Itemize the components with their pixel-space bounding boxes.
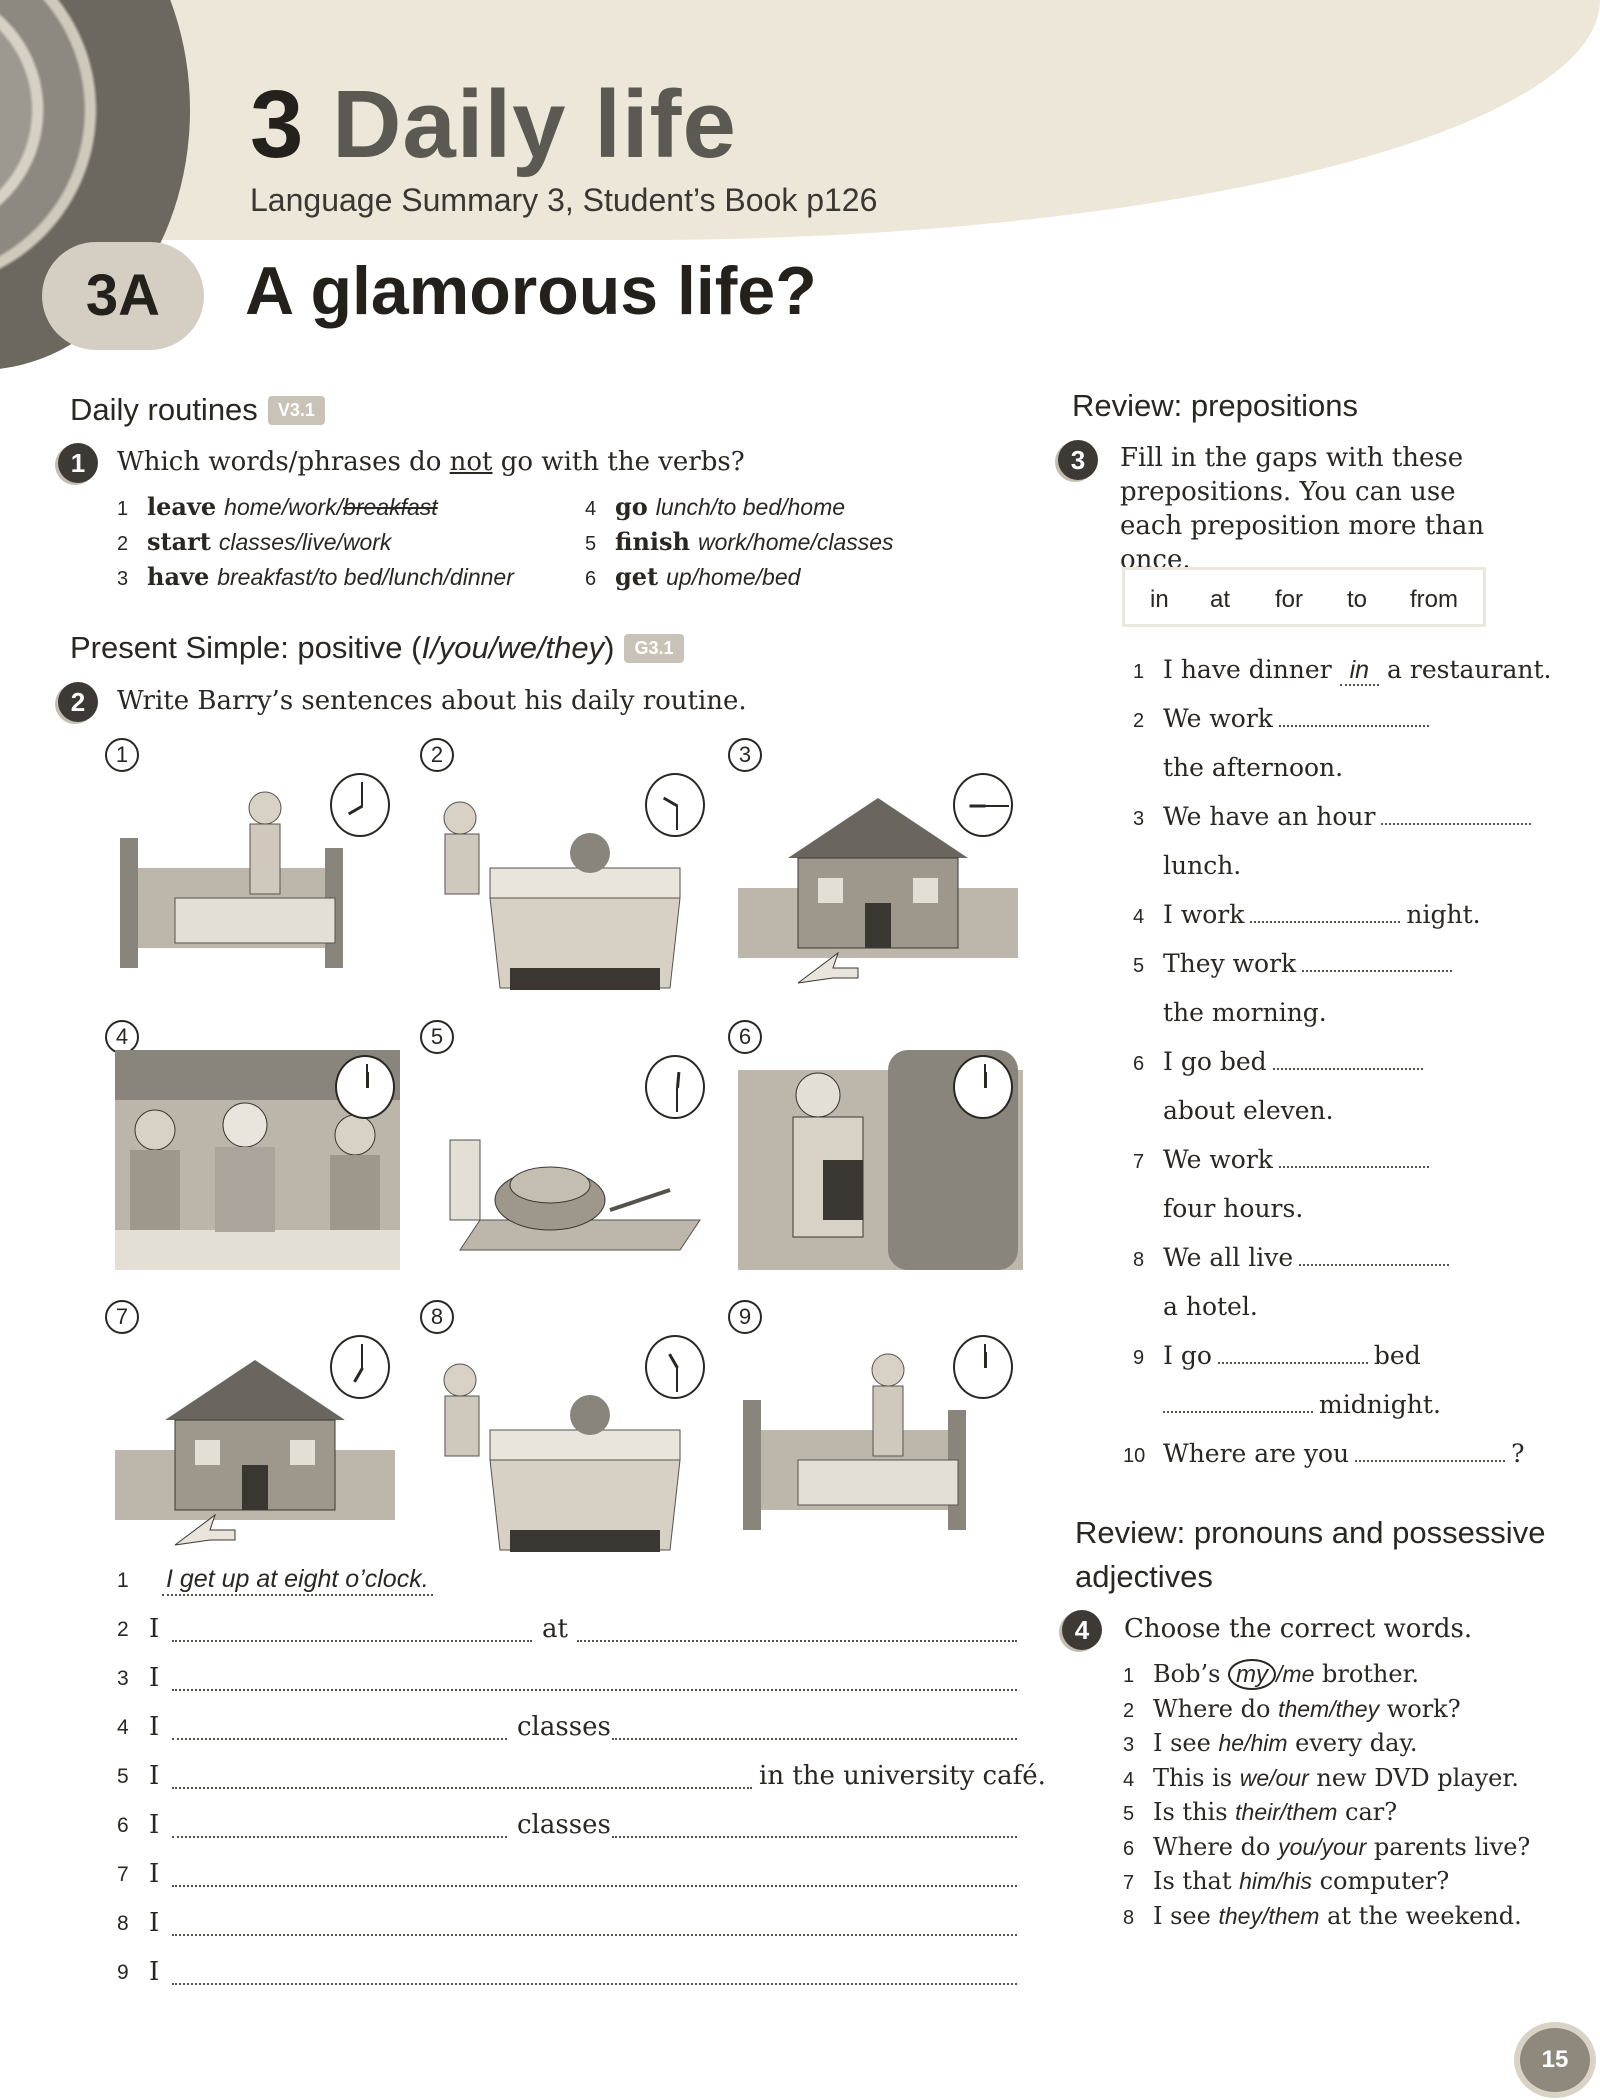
ex4-item bbox=[1123, 1695, 1461, 1723]
ex1-item bbox=[585, 492, 845, 521]
gap-continuation: the afternoon. bbox=[1163, 753, 1344, 782]
picture-number: 5 bbox=[420, 1020, 454, 1054]
answer-dots[interactable] bbox=[172, 1640, 532, 1642]
line-number: 9 bbox=[117, 1961, 129, 1984]
line-number: 2 bbox=[117, 1618, 129, 1641]
gap-dots bbox=[1218, 1346, 1368, 1364]
item-choice[interactable]: them/they bbox=[1278, 1695, 1380, 1722]
gap-continuation: about eleven. bbox=[1163, 1096, 1334, 1125]
line-number: 4 bbox=[117, 1716, 129, 1739]
answer-dots[interactable] bbox=[612, 1836, 1017, 1838]
gap-text: We all live bbox=[1163, 1243, 1294, 1272]
gap-number: 3 bbox=[1133, 808, 1145, 830]
exercise-number-3: 3 bbox=[1058, 440, 1098, 480]
word-box-item: from bbox=[1410, 586, 1458, 613]
answer-dots[interactable] bbox=[172, 1885, 1017, 1887]
ex1-item bbox=[117, 562, 514, 591]
clock-icon bbox=[953, 773, 1013, 837]
item-number: 5 bbox=[1123, 1803, 1135, 1825]
example-answer: in bbox=[1340, 656, 1379, 686]
answer-dots[interactable] bbox=[172, 1983, 1017, 1985]
clock-icon bbox=[645, 1335, 705, 1399]
gap-number: 9 bbox=[1133, 1347, 1145, 1369]
picture-number: 8 bbox=[420, 1300, 454, 1334]
gap-text: We have an hour bbox=[1163, 802, 1376, 831]
instr-b: go with the verbs? bbox=[492, 447, 745, 477]
item-choice[interactable]: him/his bbox=[1239, 1868, 1312, 1894]
word-box-item: to bbox=[1347, 586, 1368, 613]
minute-hand bbox=[984, 1344, 986, 1368]
answer-line-4 bbox=[117, 1712, 1017, 1746]
clock-icon bbox=[645, 773, 705, 837]
gap-number: 4 bbox=[1133, 906, 1145, 928]
ex4-item bbox=[1123, 1660, 1419, 1689]
gap-text: I have dinner bbox=[1163, 655, 1332, 684]
item-verb: go bbox=[615, 492, 648, 521]
gap-continuation: lunch. bbox=[1163, 851, 1242, 880]
item-text: every day. bbox=[1287, 1729, 1418, 1757]
section-heading-prepositions: Review: prepositions bbox=[1072, 388, 1359, 423]
ex4-item bbox=[1123, 1902, 1522, 1930]
clock-icon bbox=[335, 1055, 395, 1119]
gap-text: night. bbox=[1406, 900, 1481, 929]
exercise-number-2: 2 bbox=[58, 682, 98, 722]
exercise-number-1: 1 bbox=[58, 443, 98, 483]
gap-continuation: a hotel. bbox=[1163, 1292, 1258, 1321]
item-text: Bob’s bbox=[1153, 1660, 1229, 1688]
line-mid: at bbox=[542, 1614, 568, 1644]
circled-answer: my bbox=[1228, 1659, 1276, 1690]
line-number: 6 bbox=[117, 1814, 129, 1837]
gap-item bbox=[1133, 1243, 1455, 1272]
line-number: 7 bbox=[117, 1863, 129, 1886]
item-words: lunch/to bed/home bbox=[655, 494, 846, 520]
item-text: I see bbox=[1153, 1729, 1219, 1757]
gap-item bbox=[1133, 900, 1481, 929]
gap-number: 7 bbox=[1133, 1151, 1145, 1173]
answer-dots[interactable] bbox=[172, 1836, 507, 1838]
word-box-item: for bbox=[1275, 586, 1304, 613]
heading-a: Present Simple: positive ( bbox=[70, 630, 422, 665]
item-number: 1 bbox=[1123, 1665, 1135, 1687]
gap-text: a restaurant. bbox=[1387, 655, 1552, 684]
gap-dots bbox=[1299, 1248, 1449, 1266]
item-choice[interactable]: we/our bbox=[1239, 1764, 1309, 1791]
ex1-item bbox=[585, 562, 800, 591]
item-text: car? bbox=[1337, 1798, 1398, 1826]
section-heading-pronouns-2: adjectives bbox=[1075, 1559, 1213, 1594]
line-number: 8 bbox=[117, 1912, 129, 1935]
line-start: I bbox=[149, 1663, 160, 1693]
gap-number: 1 bbox=[1133, 661, 1145, 683]
minute-hand bbox=[676, 806, 678, 830]
item-number: 8 bbox=[1123, 1906, 1135, 1929]
answer-line-6 bbox=[117, 1810, 1017, 1844]
item-text: parents live? bbox=[1366, 1832, 1531, 1861]
section-heading-pronouns: Review: pronouns and possessive bbox=[1075, 1515, 1546, 1550]
answer-dots[interactable] bbox=[612, 1738, 1017, 1740]
line-number: 3 bbox=[117, 1667, 129, 1690]
ex4-item bbox=[1123, 1798, 1397, 1826]
picture-number: 6 bbox=[728, 1020, 762, 1054]
item-text: brother. bbox=[1314, 1660, 1420, 1688]
clock-icon bbox=[330, 1335, 390, 1399]
hour-hand bbox=[668, 1353, 679, 1368]
chapter-title bbox=[250, 70, 737, 180]
line-number: 5 bbox=[117, 1765, 129, 1788]
grammar-tag: G3.1 bbox=[624, 634, 683, 663]
gap-item bbox=[1123, 1439, 1525, 1468]
picture-number: 9 bbox=[728, 1300, 762, 1334]
page-number: 15 bbox=[1520, 2028, 1590, 2092]
item-verb: start bbox=[147, 527, 211, 556]
example-answer: I get up at eight o’clock. bbox=[162, 1565, 433, 1596]
gap-dots bbox=[1279, 1150, 1429, 1168]
item-number: 6 bbox=[585, 568, 597, 590]
item-number: 5 bbox=[585, 533, 597, 555]
minute-hand bbox=[361, 782, 363, 806]
gap-text: I go bbox=[1163, 1341, 1212, 1370]
gap-number: 5 bbox=[1133, 955, 1145, 977]
lesson-title: A glamorous life? bbox=[245, 253, 817, 329]
line-start: I bbox=[149, 1957, 160, 1987]
item-number: 2 bbox=[1123, 1699, 1135, 1722]
answer-line-7 bbox=[117, 1859, 1017, 1893]
gap-item bbox=[1133, 1145, 1435, 1174]
item-number: 2 bbox=[117, 533, 129, 555]
gap-text: Where are you bbox=[1163, 1439, 1350, 1468]
gap-dots bbox=[1250, 905, 1400, 923]
language-summary-ref: Language Summary 3, Student’s Book p126 bbox=[250, 182, 878, 218]
gap-dots bbox=[1381, 807, 1531, 825]
clock-icon bbox=[330, 773, 390, 837]
exercise-4-instruction: Choose the correct words. bbox=[1124, 1614, 1473, 1644]
ex1-item bbox=[117, 492, 438, 521]
exercise-2-instruction: Write Barry’s sentences about his daily routine. bbox=[117, 686, 747, 716]
gap-item bbox=[1133, 1047, 1429, 1076]
gap-text: ? bbox=[1511, 1439, 1525, 1468]
picture-number: 1 bbox=[105, 738, 139, 772]
word-box-item: in bbox=[1150, 586, 1169, 613]
minute-hand bbox=[361, 1344, 363, 1368]
minute-hand bbox=[676, 1368, 678, 1392]
gap-text: I work bbox=[1163, 900, 1245, 929]
item-text: Is this bbox=[1153, 1798, 1236, 1826]
line-start: I bbox=[149, 1614, 160, 1644]
instr-a: Which words/phrases do bbox=[117, 447, 450, 477]
answer-dots[interactable] bbox=[172, 1934, 1017, 1936]
line-mid: classes bbox=[517, 1712, 611, 1742]
hour-hand bbox=[348, 805, 363, 816]
chapter-number: 3 bbox=[250, 71, 305, 178]
line-start: I bbox=[149, 1810, 160, 1840]
section-heading-present-simple bbox=[70, 630, 684, 666]
exercise-1-instruction bbox=[117, 445, 745, 479]
ex1-item bbox=[585, 527, 894, 556]
item-number: 1 bbox=[117, 498, 129, 520]
item-text: new DVD player. bbox=[1308, 1763, 1519, 1792]
item-number: 3 bbox=[117, 568, 129, 590]
picture-number: 2 bbox=[420, 738, 454, 772]
minute-hand bbox=[676, 1088, 678, 1112]
item-text: at the weekend. bbox=[1319, 1901, 1522, 1930]
item-text: Is that bbox=[1153, 1867, 1240, 1895]
hour-hand bbox=[970, 805, 986, 808]
gap-number: 6 bbox=[1133, 1053, 1145, 1075]
picture-number: 4 bbox=[105, 1020, 139, 1054]
gap-text: They work bbox=[1163, 949, 1297, 978]
line-start: I bbox=[149, 1859, 160, 1889]
gap-item bbox=[1133, 949, 1458, 978]
picture-number: 3 bbox=[728, 738, 762, 772]
item-text: This is bbox=[1153, 1763, 1240, 1792]
answer-line-2 bbox=[117, 1614, 1017, 1648]
item-text: Where do bbox=[1153, 1694, 1279, 1723]
gap-continuation bbox=[1163, 1390, 1441, 1419]
gap-number: 10 bbox=[1123, 1445, 1146, 1467]
line-number: 1 bbox=[117, 1569, 129, 1592]
clock-icon bbox=[953, 1335, 1013, 1399]
item-number: 7 bbox=[1123, 1872, 1135, 1894]
ex4-item bbox=[1123, 1867, 1449, 1895]
heading-b: ) bbox=[604, 630, 615, 665]
line-mid: classes bbox=[517, 1810, 611, 1840]
answer-line-9 bbox=[117, 1957, 1017, 1991]
line-start: I bbox=[149, 1712, 160, 1742]
item-words: home/work/ bbox=[224, 494, 344, 520]
gap-continuation: four hours. bbox=[1163, 1194, 1304, 1223]
minute-hand bbox=[366, 1064, 368, 1088]
ex1-item bbox=[117, 527, 391, 556]
gap-dots bbox=[1302, 954, 1452, 972]
gap-continuation: the morning. bbox=[1163, 998, 1327, 1027]
heading-italic: I/you/we/they bbox=[421, 630, 605, 665]
item-words: classes/live/work bbox=[218, 529, 392, 555]
gap-item bbox=[1133, 655, 1551, 685]
item-text: work? bbox=[1379, 1694, 1461, 1723]
answer-dots[interactable] bbox=[172, 1689, 1017, 1691]
line-start: I bbox=[149, 1908, 160, 1938]
gap-dots bbox=[1279, 709, 1429, 727]
item-words: up/home/bed bbox=[666, 564, 801, 590]
preposition-word-box bbox=[1122, 567, 1486, 627]
gap-text: I go bed bbox=[1163, 1047, 1267, 1076]
gap-text: We work bbox=[1163, 1145, 1273, 1174]
clock-icon bbox=[953, 1055, 1013, 1119]
item-number: 4 bbox=[585, 498, 597, 520]
item-number: 4 bbox=[1123, 1768, 1135, 1791]
line-start: I bbox=[149, 1761, 160, 1791]
chapter-word: Daily life bbox=[332, 71, 737, 178]
item-choice[interactable]: you/your bbox=[1278, 1833, 1367, 1860]
hour-hand bbox=[353, 1367, 364, 1382]
item-number: 3 bbox=[1123, 1734, 1135, 1756]
heading-text: Daily routines bbox=[70, 392, 258, 427]
gap-text: bed bbox=[1373, 1341, 1421, 1370]
gap-number: 8 bbox=[1133, 1249, 1145, 1271]
item-words: work/home/classes bbox=[697, 529, 894, 555]
picture-number: 7 bbox=[105, 1300, 139, 1334]
section-heading-daily-routines bbox=[70, 392, 325, 428]
hour-hand bbox=[676, 1072, 680, 1088]
minute-hand bbox=[984, 1064, 986, 1088]
exercise-3-instruction: Fill in the gaps with these prepositions. You can use each preposition more than once. bbox=[1120, 443, 1485, 575]
answer-line-5 bbox=[117, 1761, 1046, 1795]
gap-dots bbox=[1163, 1395, 1313, 1413]
ex4-item bbox=[1123, 1729, 1417, 1757]
item-verb: finish bbox=[615, 527, 690, 556]
item-verb: get bbox=[615, 562, 659, 591]
item-struck-word: breakfast bbox=[343, 494, 438, 520]
item-verb: leave bbox=[147, 492, 217, 521]
gap-dots bbox=[1273, 1052, 1423, 1070]
gap-dots bbox=[1355, 1444, 1505, 1462]
minute-hand bbox=[985, 805, 1009, 807]
word-box-item: at bbox=[1210, 586, 1231, 613]
item-words: breakfast/to bed/lunch/dinner bbox=[217, 564, 514, 590]
gap-item bbox=[1133, 1341, 1421, 1370]
item-choice[interactable]: he/him bbox=[1218, 1730, 1288, 1756]
gap-item bbox=[1133, 802, 1537, 831]
ex4-item bbox=[1123, 1833, 1530, 1861]
gap-text: We work bbox=[1163, 704, 1273, 733]
instr-not: not bbox=[449, 447, 493, 477]
answer-dots[interactable] bbox=[172, 1787, 752, 1789]
answer-line-3 bbox=[117, 1663, 1017, 1697]
answer-dots[interactable] bbox=[172, 1738, 507, 1740]
answer-dots[interactable] bbox=[577, 1640, 1017, 1642]
gap-item bbox=[1133, 704, 1435, 733]
item-number: 6 bbox=[1123, 1837, 1135, 1860]
gap-number: 2 bbox=[1133, 710, 1145, 732]
clock-icon bbox=[645, 1055, 705, 1119]
item-text: I see bbox=[1153, 1901, 1219, 1930]
vocab-tag: V3.1 bbox=[268, 396, 325, 425]
ex4-item bbox=[1123, 1764, 1519, 1792]
gap-text: midnight. bbox=[1319, 1390, 1441, 1419]
item-choice: /me bbox=[1276, 1661, 1315, 1687]
item-choice[interactable]: they/them bbox=[1218, 1902, 1320, 1929]
exercise-number-4: 4 bbox=[1062, 1610, 1102, 1650]
lesson-badge: 3A bbox=[42, 242, 204, 350]
item-choice[interactable]: their/them bbox=[1235, 1799, 1338, 1825]
item-text: Where do bbox=[1153, 1832, 1279, 1861]
line-end: in the university café. bbox=[759, 1761, 1046, 1791]
item-verb: have bbox=[147, 562, 210, 591]
item-text: computer? bbox=[1311, 1867, 1450, 1895]
answer-line-8 bbox=[117, 1908, 1017, 1942]
